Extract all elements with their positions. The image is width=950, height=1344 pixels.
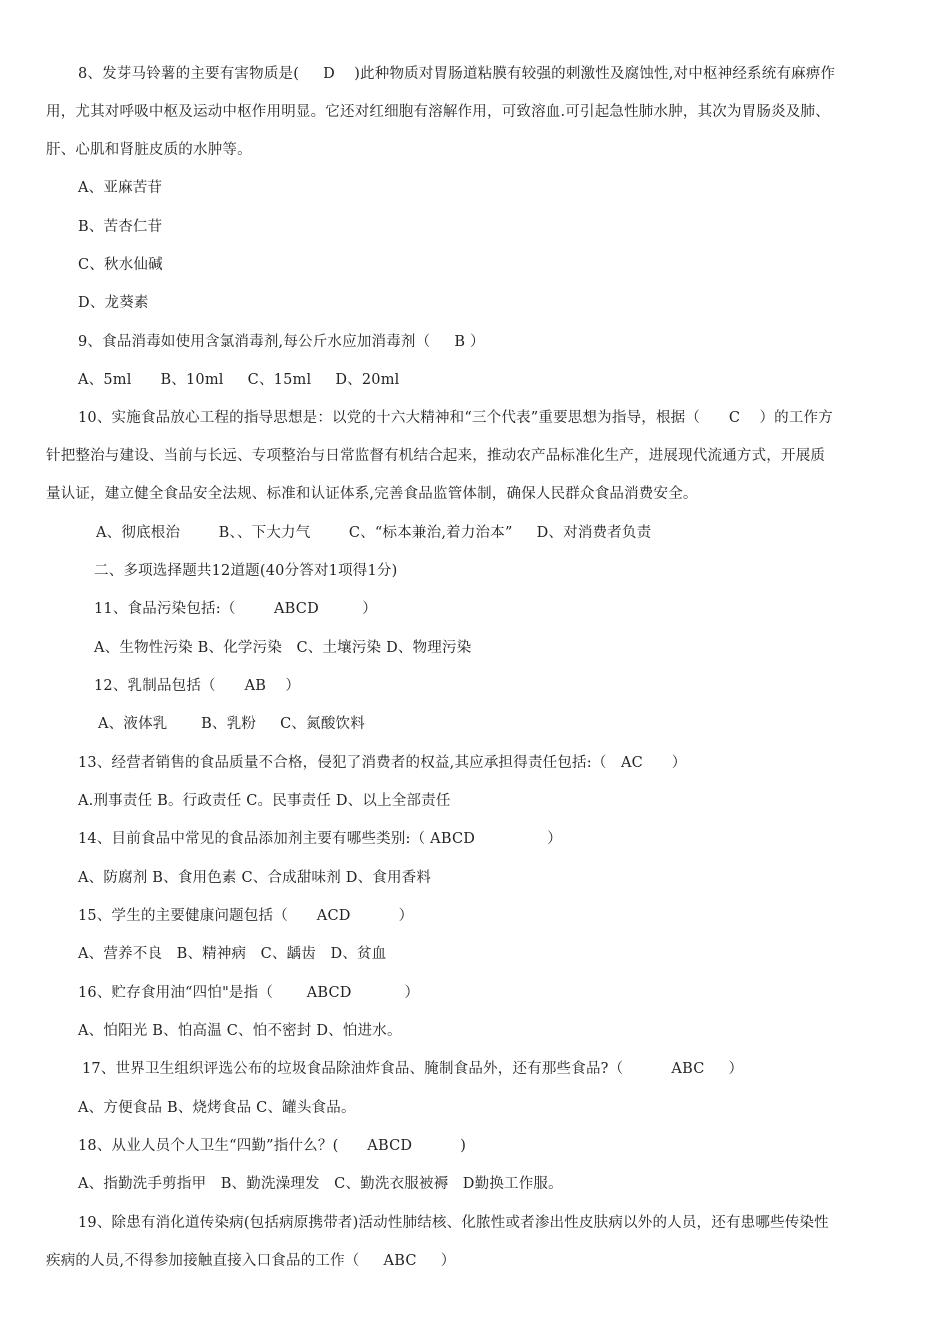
q10-options: A、彻底根治 B、、下大力气 C、“标本兼治,着力治本” D、对消费者负责 — [96, 525, 652, 541]
q8-line-3: 肝、心肌和肾脏皮质的水肿等。 — [46, 142, 252, 158]
q17-options: A、方便食品 B、烧烤食品 C、罐头食品。 — [78, 1100, 356, 1116]
q18-question: 18、从业人员个人卫生“四勤”指什么？( ABCD ) — [78, 1138, 467, 1154]
q8-option-c: C、秋水仙碱 — [78, 257, 163, 273]
q13-question: 13、经营者销售的食品质量不合格，侵犯了消费者的权益,其应承担得责任包括:（ AC ） — [78, 755, 687, 771]
q16-options: A、怕阳光 B、怕高温 C、怕不密封 D、怕进水。 — [78, 1023, 402, 1039]
q9-question: 9、食品消毒如使用含氯消毒剂,每公斤水应加消毒剂（ B ） — [78, 334, 485, 350]
q14-question: 14、目前食品中常见的食品添加剂主要有哪些类别:（ ABCD ） — [78, 831, 562, 847]
q12-question: 12、乳制品包括（ AB ） — [94, 678, 301, 694]
q9-options: A、5ml B、10ml C、15ml D、20ml — [78, 372, 400, 388]
q15-question: 15、学生的主要健康问题包括（ ACD ） — [78, 908, 414, 924]
q17-question: 17、世界卫生组织评选公布的垃圾食品除油炸食品、腌制食品外，还有那些食品?（ ABC ） — [82, 1061, 744, 1077]
q8-option-a: A、亚麻苦苷 — [78, 180, 163, 196]
q11-options: A、生物性污染 B、化学污染 C、土壤污染 D、物理污染 — [94, 640, 472, 656]
q8-line-2: 用，尤其对呼吸中枢及运动中枢作用明显。它还对红细胞有溶解作用，可致溶血.可引起急性肺水肿，其次为胃肠炎及肺、 — [46, 104, 830, 120]
section-heading: 二、多项选择题共12道题(40分答对1项得1分) — [94, 563, 398, 579]
q12-options: A、液体乳 B、乳粉 C、氮酸饮料 — [98, 716, 365, 732]
q19-line-2: 疾病的人员,不得参加接触直接入口食品的工作（ ABC ） — [46, 1253, 456, 1269]
q13-options: A.刑事责任 B。行政责任 C。民事责任 D、以上全部责任 — [78, 793, 451, 809]
q11-question: 11、食品污染包括:（ ABCD ） — [94, 601, 377, 617]
q14-options: A、防腐剂 B、食用色素 C、合成甜味剂 D、食用香料 — [78, 870, 432, 886]
q8-line-1: 8、发芽马铃薯的主要有害物质是( D )此种物质对胃肠道粘膜有较强的刺激性及腐蚀性,对中枢神经系统有麻痹作 — [78, 66, 836, 82]
q18-options: A、指勤洗手剪指甲 B、勤洗澡理发 C、勤洗衣服被褥 D勤换工作服。 — [78, 1176, 563, 1192]
q10-line-3: 量认证，建立健全食品安全法规、标准和认证体系,完善食品监管体制，确保人民群众食品消费安全。 — [46, 486, 698, 502]
q10-line-1: 10、实施食品放心工程的指导思想是：以党的十六大精神和“三个代表”重要思想为指导，根据（ C ）的工作方 — [78, 410, 833, 426]
q16-question: 16、贮存食用油“四怕"是指（ ABCD ） — [78, 985, 420, 1001]
q8-option-d: D、龙葵素 — [78, 295, 149, 311]
q15-options: A、营养不良 B、精神病 C、龋齿 D、贫血 — [78, 946, 387, 962]
q8-option-b: B、苦杏仁苷 — [78, 219, 163, 235]
q19-line-1: 19、除患有消化道传染病(包括病原携带者)活动性肺结核、化脓性或者渗出性皮肤病以外的人员，还有患哪些传染性 — [78, 1215, 829, 1231]
q10-line-2: 针把整治与建设、当前与长远、专项整治与日常监督有机结合起来，推动农产品标准化生产，进展现代流通方式，开展质 — [46, 448, 826, 464]
